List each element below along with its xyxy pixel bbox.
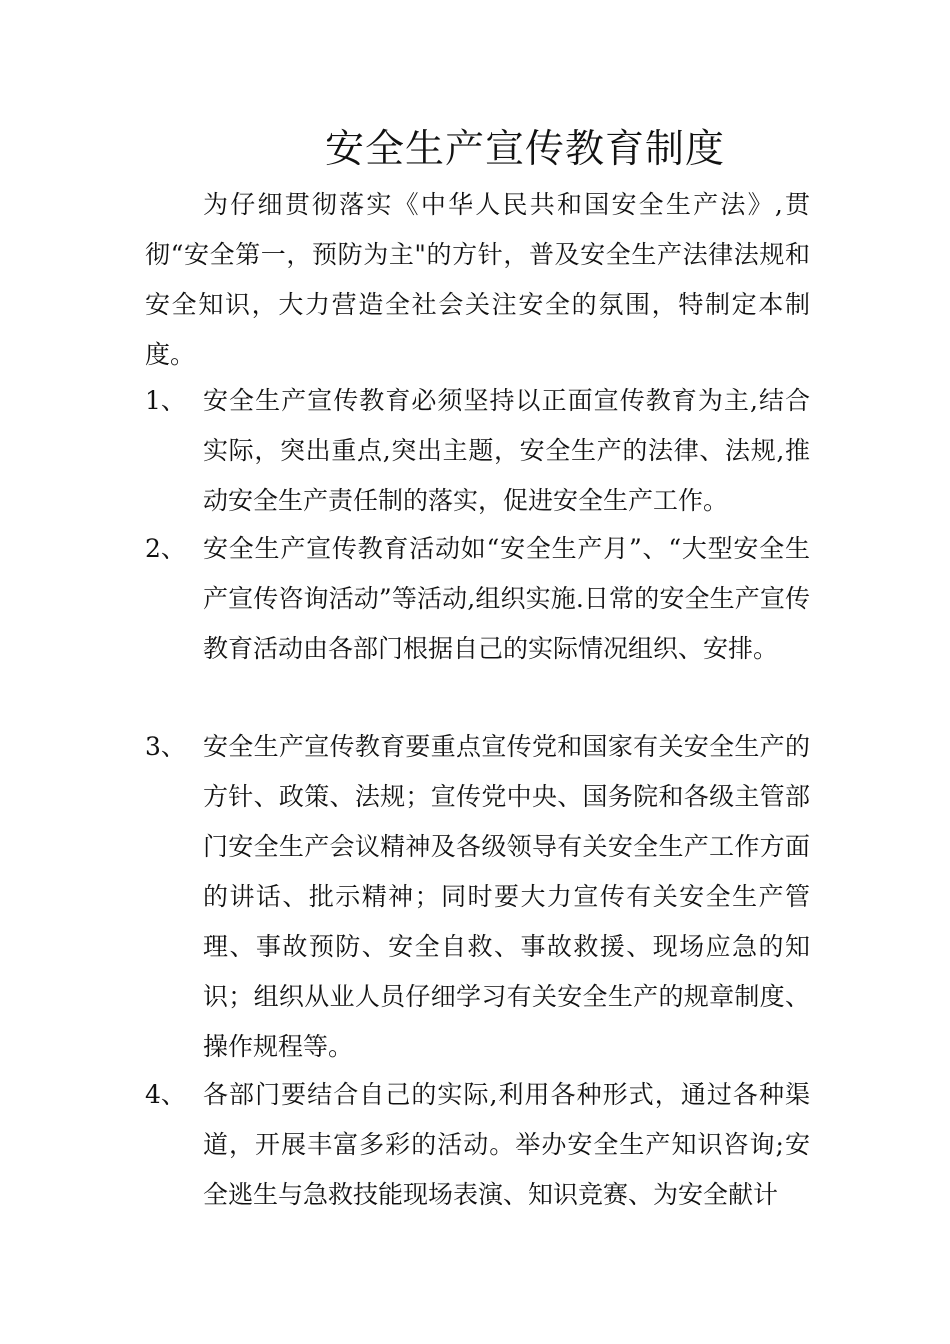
- list-item-text: 安全生产宣传教育要重点宣传党和国家有关安全生产的方针、政策、法规；宣传党中央、国务院和各级主管部门安全生产会议精神及各级领导有关安全生产工作方面的讲话、批示精神；同时要大力宣传有关安全生产管理、事故预防、安全自救、事故救援、现场应急的知识；组织从业人员仔细学习有关安全生产的规章制度、操作规程等。: [203, 732, 810, 1061]
- list-item: [145, 524, 810, 674]
- list-item-number: 3、: [145, 732, 186, 761]
- list-item-number: 4、: [145, 1080, 186, 1109]
- list-item-text: 安全生产宣传教育必须坚持以正面宣传教育为主,结合实际，突出重点,突出主题，安全生产的法律、法规,推动安全生产责任制的落实，促进安全生产工作。: [203, 386, 810, 515]
- intro-paragraph: 为仔细贯彻落实《中华人民共和国安全生产法》,贯彻“安全第一，预防为主"的方针，普及安全生产法律法规和安全知识，大力营造全社会关注安全的氛围，特制定本制度。: [145, 190, 810, 369]
- list-item: [145, 376, 810, 526]
- list-item-text: 各部门要结合自己的实际,利用各种形式，通过各种渠道，开展丰富多彩的活动。举办安全生产知识咨询;安全逃生与急救技能现场表演、知识竞赛、为安全献计: [203, 1080, 810, 1209]
- list-item: [145, 722, 810, 1072]
- document-title: 安全生产宣传教育制度: [324, 127, 725, 172]
- list-item-number: 2、: [145, 534, 186, 563]
- list-item-text: 安全生产宣传教育活动如“安全生产月”、“大型安全生产宣传咨询活动”等活动,组织实施.日常的安全生产宣传教育活动由各部门根据自己的实际情况组织、安排。: [203, 534, 810, 663]
- list-item-number: 1、: [145, 386, 186, 415]
- list-item: [145, 1070, 810, 1220]
